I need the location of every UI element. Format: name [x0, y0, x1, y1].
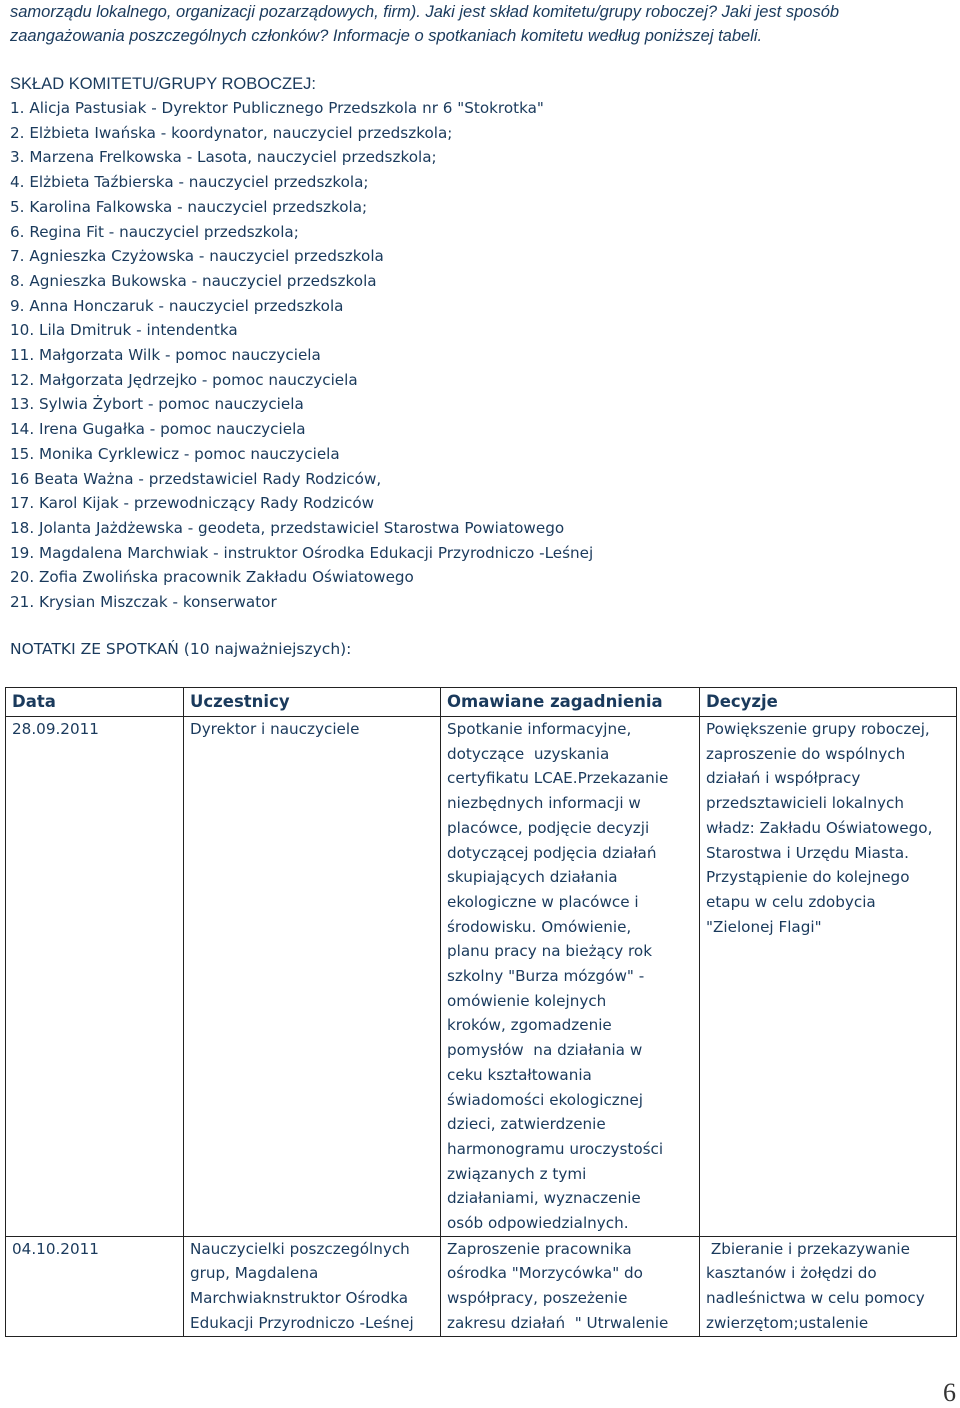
cell-topics-line: ceku kształtowania: [447, 1065, 592, 1084]
member-item: 18. Jolanta Jażdżewska - geodeta, przedstawiciel Starostwa Powiatowego: [10, 518, 565, 537]
cell-date-line: 28.09.2011: [12, 720, 99, 738]
cell-decisions-line: władz: Zakładu Oświatowego,: [706, 818, 933, 837]
member-item: 1. Alicja Pastusiak - Dyrektor Publicznego Przedszkola nr 6 "Stokrotka": [10, 99, 544, 117]
cell-topics-line: certyfikatu LCAE.Przekazanie: [447, 769, 669, 788]
page-number: 6: [943, 1378, 956, 1407]
cell-date: [6, 1236, 184, 1336]
cell-participants-line: Nauczycielki poszczególnych: [190, 1239, 410, 1258]
column-header-topics: Omawiane zagadnienia: [441, 688, 700, 717]
cell-decisions-line: Powiększenie grupy roboczej,: [706, 720, 930, 738]
cell-decisions-line: etapu w celu zdobycia: [706, 892, 876, 911]
member-item: 5. Karolina Falkowska - nauczyciel przedszkola;: [10, 197, 368, 216]
cell-topics-line: związanych z tymi: [447, 1164, 587, 1183]
cell-decisions-line: kasztanów i żołędzi do: [706, 1264, 877, 1283]
committee-heading: SKŁAD KOMITETU/GRUPY ROBOCZEJ:: [10, 75, 316, 93]
cell-participants: [184, 717, 441, 1237]
cell-topics: [441, 1236, 700, 1336]
cell-topics-line: kroków, zgomadzenie: [447, 1016, 612, 1035]
cell-topics-line: dotyczące uzyskania: [447, 744, 610, 763]
cell-participants-line: Marchwiaknstruktor Ośrodka: [190, 1289, 409, 1308]
table-body: [6, 717, 957, 1337]
member-item: 12. Małgorzata Jędrzejko - pomoc nauczyciela: [10, 370, 358, 389]
member-item: 13. Sylwia Żybort - pomoc nauczyciela: [10, 395, 304, 414]
cell-topics-line: działaniami, wyznaczenie: [447, 1189, 641, 1208]
column-header-date: Data: [6, 688, 184, 717]
cell-decisions-line: nadleśnictwa w celu pomocy: [706, 1289, 925, 1308]
member-item: 11. Małgorzata Wilk - pomoc nauczyciela: [10, 346, 321, 365]
member-item: 2. Elżbieta Iwańska - koordynator, nauczyciel przedszkola;: [10, 123, 453, 142]
meeting-notes-table: [5, 687, 957, 1337]
member-item: 19. Magdalena Marchwiak - instruktor Ośrodka Edukacji Przyrodniczo -Leśnej: [10, 543, 594, 562]
intro-paragraph: [10, 0, 955, 48]
cell-decisions-line: Starostwa i Urzędu Miasta.: [706, 843, 909, 862]
member-item: 17. Karol Kijak - przewodniczący Rady Rodziców: [10, 494, 375, 513]
cell-decisions-line: zaproszenie do wspólnych: [706, 744, 906, 763]
member-item: 15. Monika Cyrklewicz - pomoc nauczyciela: [10, 444, 340, 463]
cell-topics-line: środowisku. Omówienie,: [447, 917, 632, 936]
cell-decisions-line: działań i współpracy: [706, 769, 861, 788]
cell-topics-line: placówce, podjęcie decyzji: [447, 818, 650, 837]
cell-topics-line: skupiających działania: [447, 868, 618, 887]
cell-date: [6, 717, 184, 1237]
member-item: 16 Beata Ważna - przedstawiciel Rady Rodziców,: [10, 469, 382, 488]
cell-topics-line: dzieci, zatwierdzenie: [447, 1115, 606, 1134]
cell-participants-line: Edukacji Przyrodniczo -Leśnej: [190, 1313, 414, 1332]
cell-decisions-line: przedsztawicieli lokalnych: [706, 794, 904, 813]
column-header-participants: Uczestnicy: [184, 688, 441, 717]
cell-decisions-line: zwierzętom;ustalenie: [706, 1313, 869, 1332]
member-item: 3. Marzena Frelkowska - Lasota, nauczyciel przedszkola;: [10, 148, 437, 167]
cell-topics-line: współpracy, poszeżenie: [447, 1289, 628, 1308]
cell-topics-line: ośrodka "Morzycówka" do: [447, 1264, 643, 1283]
cell-topics: [441, 717, 700, 1237]
cell-topics-line: osób odpowiedzialnych.: [447, 1214, 629, 1233]
cell-participants-line: Dyrektor i nauczyciele: [190, 720, 360, 738]
cell-topics-line: planu pracy na bieżący rok: [447, 942, 653, 961]
column-header-decisions: Decyzje: [700, 688, 957, 717]
cell-topics-line: omówienie kolejnych: [447, 991, 607, 1010]
cell-topics-line: zakresu działań " Utrwalenie: [447, 1313, 669, 1332]
intro-line: samorządu lokalnego, organizacji pozarządowych, firm). Jaki jest skład komitetu/grupy roboczej? Jaki jest sposób: [10, 3, 840, 21]
cell-decisions-line: Zbieranie i przekazywanie: [706, 1239, 910, 1258]
cell-decisions: [700, 1236, 957, 1336]
cell-date-line: 04.10.2011: [12, 1239, 99, 1258]
member-item: 7. Agnieszka Czyżowska - nauczyciel przedszkola: [10, 247, 384, 266]
cell-decisions: [700, 717, 957, 1237]
committee-member-list: [10, 96, 593, 615]
member-item: 20. Zofia Zwolińska pracownik Zakładu Oświatowego: [10, 568, 414, 587]
table-header-row: [6, 688, 957, 717]
member-item: 4. Elżbieta Taźbierska - nauczyciel przedszkola;: [10, 173, 369, 192]
member-item: 10. Lila Dmitruk - intendentka: [10, 321, 238, 340]
notes-heading: NOTATKI ZE SPOTKAŃ (10 najważniejszych):: [10, 640, 352, 658]
member-item: 9. Anna Honczaruk - nauczyciel przedszkola: [10, 296, 344, 315]
member-item: 21. Krysian Miszczak - konserwator: [10, 593, 277, 612]
cell-decisions-line: Przystąpienie do kolejnego: [706, 868, 910, 887]
table-row: [6, 1236, 957, 1336]
cell-topics-line: Zaproszenie pracownika: [447, 1239, 632, 1258]
cell-topics-line: świadomości ekologicznej: [447, 1090, 643, 1109]
cell-topics-line: ekologiczne w placówce i: [447, 892, 639, 911]
cell-topics-line: Spotkanie informacyjne,: [447, 720, 632, 738]
cell-participants: [184, 1236, 441, 1336]
member-item: 14. Irena Gugałka - pomoc nauczyciela: [10, 420, 306, 439]
intro-line: zaangażowania poszczególnych członków? Informacje o spotkaniach komitetu według poniższej tabeli.: [10, 27, 763, 45]
cell-topics-line: harmonogramu uroczystości: [447, 1139, 664, 1158]
member-item: 6. Regina Fit - nauczyciel przedszkola;: [10, 222, 299, 241]
cell-topics-line: niezbędnych informacji w: [447, 794, 641, 813]
table-row: [6, 717, 957, 1237]
cell-topics-line: dotyczącej podjęcia działań: [447, 843, 657, 862]
cell-participants-line: grup, Magdalena: [190, 1264, 319, 1283]
cell-topics-line: szkolny "Burza mózgów" -: [447, 967, 645, 986]
cell-topics-line: pomysłów na działania w: [447, 1041, 643, 1060]
cell-decisions-line: "Zielonej Flagi": [706, 917, 822, 936]
member-item: 8. Agnieszka Bukowska - nauczyciel przedszkola: [10, 271, 377, 290]
